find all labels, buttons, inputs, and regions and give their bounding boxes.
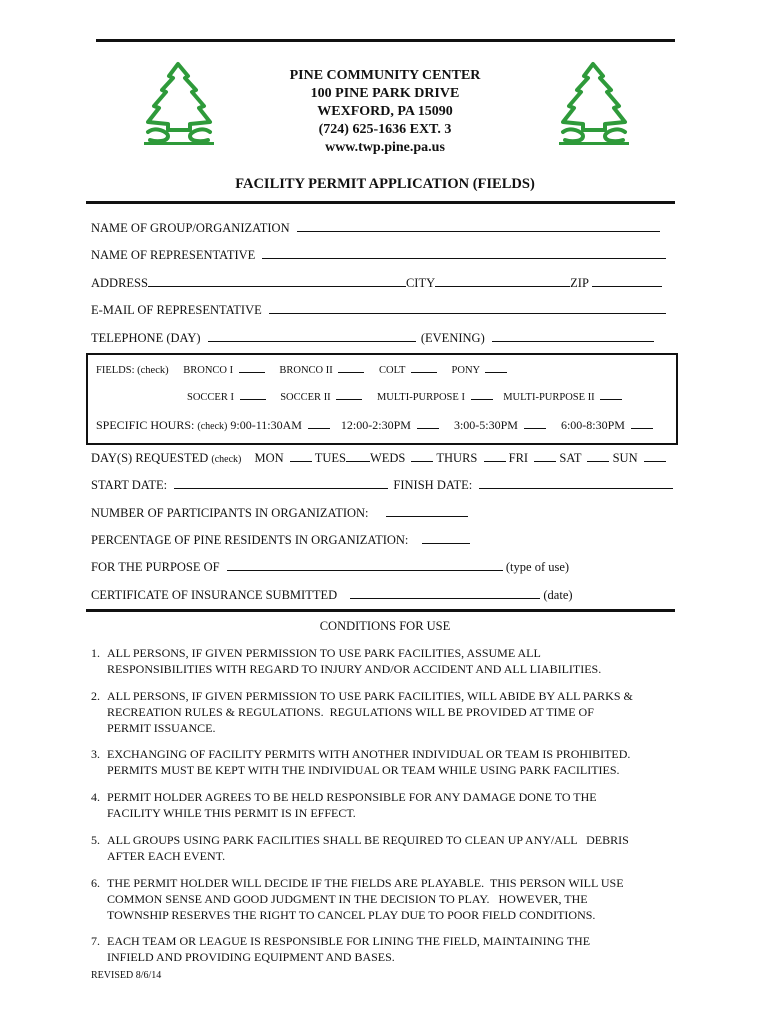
email-label: E-MAIL OF REPRESENTATIVE bbox=[91, 303, 262, 317]
day-thurs: THURS bbox=[436, 451, 478, 465]
condition-line: ALL PERSONS, IF GIVEN PERMISSION TO USE PARK FACILITIES, WILL ABIDE BY ALL PARKS & bbox=[107, 689, 633, 703]
pine-tree-logo-right bbox=[553, 60, 635, 148]
telephone-day-field[interactable] bbox=[208, 331, 416, 342]
start-date-field[interactable] bbox=[174, 478, 388, 489]
title-rule bbox=[86, 201, 675, 204]
hours-check-note: (check) bbox=[197, 421, 228, 432]
day-mon-check[interactable] bbox=[290, 451, 312, 462]
condition-item bbox=[91, 746, 671, 778]
day-weds-check[interactable] bbox=[411, 451, 433, 462]
field-option-bronco-1: BRONCO I bbox=[183, 365, 234, 376]
conditions-rule bbox=[86, 609, 675, 612]
day-tues-check[interactable] bbox=[346, 451, 370, 462]
condition-line: ALL PERSONS, IF GIVEN PERMISSION TO USE PARK FACILITIES, ASSUME ALL bbox=[107, 646, 541, 660]
condition-line: RESPONSIBILITIES WITH REGARD TO INJURY AND/OR ACCIDENT AND ALL LIABILITIES. bbox=[107, 662, 602, 676]
group-name-row bbox=[91, 221, 660, 236]
hour-3-check[interactable] bbox=[524, 418, 546, 429]
org-name: PINE COMMUNITY CENTER bbox=[289, 68, 481, 83]
email-field[interactable] bbox=[269, 303, 666, 314]
soccer-2-check[interactable] bbox=[336, 389, 362, 400]
fields-row-1 bbox=[96, 362, 507, 376]
representative-row bbox=[91, 248, 666, 263]
group-name-field[interactable] bbox=[297, 221, 660, 232]
field-option-multi-purpose-1: MULTI-PURPOSE I bbox=[376, 392, 465, 403]
zip-label: ZIP bbox=[570, 276, 589, 290]
condition-text bbox=[91, 789, 671, 821]
colt-check[interactable] bbox=[411, 362, 437, 373]
condition-item bbox=[91, 789, 671, 821]
pony-check[interactable] bbox=[485, 362, 507, 373]
residents-label: PERCENTAGE OF PINE RESIDENTS IN ORGANIZATION: bbox=[91, 533, 409, 547]
condition-number: 6. bbox=[91, 876, 100, 890]
days-check-note: (check) bbox=[211, 454, 242, 465]
address-label: ADDRESS bbox=[91, 276, 148, 290]
days-label: DAY(S) REQUESTED bbox=[91, 451, 209, 465]
dates-row bbox=[91, 478, 673, 493]
condition-number: 2. bbox=[91, 689, 100, 703]
day-sun: SUN bbox=[612, 451, 638, 465]
condition-line: THE PERMIT HOLDER WILL DECIDE IF THE FIELDS ARE PLAYABLE. THIS PERSON WILL USE bbox=[107, 876, 624, 890]
participants-field[interactable] bbox=[386, 506, 468, 517]
condition-item bbox=[91, 645, 671, 677]
soccer-1-check[interactable] bbox=[240, 389, 266, 400]
condition-text bbox=[91, 933, 671, 965]
condition-number: 3. bbox=[91, 747, 100, 761]
pine-tree-logo-left bbox=[138, 60, 220, 148]
condition-number: 7. bbox=[91, 934, 100, 948]
condition-line: COMMON SENSE AND GOOD JUDGMENT IN THE DECISION TO PLAY. HOWEVER, THE bbox=[107, 892, 588, 906]
multi-purpose-1-check[interactable] bbox=[471, 389, 493, 400]
multi-purpose-2-check[interactable] bbox=[600, 389, 622, 400]
hours-label: SPECIFIC HOURS: bbox=[96, 418, 195, 432]
city-label: CITY bbox=[405, 276, 436, 290]
condition-line: FACILITY WHILE THIS PERMIT IS IN EFFECT. bbox=[107, 806, 356, 820]
purpose-suffix: (type of use) bbox=[505, 560, 570, 574]
day-fri-check[interactable] bbox=[534, 451, 556, 462]
hour-2-check[interactable] bbox=[417, 418, 439, 429]
condition-line: TOWNSHIP RESERVES THE RIGHT TO CANCEL PLAY DUE TO POOR FIELD CONDITIONS. bbox=[107, 908, 596, 922]
condition-line: INFIELD AND PROVIDING EQUIPMENT AND BASES. bbox=[107, 950, 395, 964]
residents-field[interactable] bbox=[422, 533, 470, 544]
hour-1-check[interactable] bbox=[308, 418, 330, 429]
day-thurs-check[interactable] bbox=[484, 451, 506, 462]
condition-line: RECREATION RULES & REGULATIONS. REGULATIONS WILL BE PROVIDED AT TIME OF bbox=[107, 705, 594, 719]
condition-line: EACH TEAM OR LEAGUE IS RESPONSIBLE FOR LINING THE FIELD, MAINTAINING THE bbox=[107, 934, 591, 948]
condition-line: EXCHANGING OF FACILITY PERMITS WITH ANOTHER INDIVIDUAL OR TEAM IS PROHIBITED. bbox=[107, 747, 631, 761]
address-field[interactable] bbox=[148, 276, 406, 287]
start-date-label: START DATE: bbox=[91, 478, 168, 492]
condition-text bbox=[91, 875, 671, 923]
condition-item bbox=[91, 832, 671, 864]
field-option-soccer-1: SOCCER I bbox=[187, 392, 234, 403]
telephone-day-label: TELEPHONE (DAY) bbox=[91, 331, 201, 345]
condition-line: PERMIT ISSUANCE. bbox=[107, 721, 216, 735]
email-row bbox=[91, 303, 666, 318]
condition-line: PERMIT HOLDER AGREES TO BE HELD RESPONSIBLE FOR ANY DAMAGE DONE TO THE bbox=[107, 790, 597, 804]
city-state: WEXFORD, PA 15090 bbox=[317, 104, 453, 119]
hour-option-3: 3:00-5:30PM bbox=[453, 418, 518, 432]
telephone-row bbox=[91, 331, 654, 346]
day-sat-check[interactable] bbox=[587, 451, 609, 462]
hour-4-check[interactable] bbox=[631, 418, 653, 429]
day-weds: WEDS bbox=[369, 451, 406, 465]
insurance-label: CERTIFICATE OF INSURANCE SUBMITTED bbox=[91, 588, 338, 602]
field-option-colt: COLT bbox=[379, 365, 406, 376]
insurance-row bbox=[91, 588, 573, 603]
city-field[interactable] bbox=[435, 276, 570, 287]
group-name-label: NAME OF GROUP/ORGANIZATION bbox=[91, 221, 290, 235]
fields-row-2 bbox=[187, 389, 622, 403]
purpose-field[interactable] bbox=[227, 560, 503, 571]
address-row bbox=[91, 276, 662, 291]
representative-field[interactable] bbox=[262, 248, 666, 259]
phone: (724) 625-1636 EXT. 3 bbox=[318, 122, 452, 137]
condition-text bbox=[91, 645, 671, 677]
condition-line: ALL GROUPS USING PARK FACILITIES SHALL BE REQUIRED TO CLEAN UP ANY/ALL DEBRIS bbox=[107, 833, 629, 847]
condition-text bbox=[91, 746, 671, 778]
zip-field[interactable] bbox=[592, 276, 662, 287]
day-sat: SAT bbox=[559, 451, 582, 465]
conditions-heading: CONDITIONS FOR USE bbox=[319, 619, 451, 633]
field-option-soccer-2: SOCCER II bbox=[280, 392, 331, 403]
finish-date-field[interactable] bbox=[479, 478, 673, 489]
condition-number: 1. bbox=[91, 646, 100, 660]
day-sun-check[interactable] bbox=[644, 451, 666, 462]
representative-label: NAME OF REPRESENTATIVE bbox=[91, 248, 256, 262]
website: www.twp.pine.pa.us bbox=[325, 140, 445, 155]
field-option-multi-purpose-2: MULTI-PURPOSE II bbox=[503, 392, 595, 403]
insurance-suffix: (date) bbox=[543, 588, 573, 602]
form-title: FACILITY PERMIT APPLICATION (FIELDS) bbox=[235, 176, 535, 192]
telephone-evening-label: (EVENING) bbox=[420, 331, 485, 345]
participants-label: NUMBER OF PARTICIPANTS IN ORGANIZATION: bbox=[91, 506, 369, 520]
residents-row bbox=[91, 533, 470, 548]
day-tues: TUES bbox=[314, 451, 346, 465]
condition-text bbox=[91, 832, 671, 864]
condition-item bbox=[91, 875, 671, 923]
condition-item bbox=[91, 688, 671, 736]
condition-line: PERMITS MUST BE KEPT WITH THE INDIVIDUAL OR TEAM WHILE USING PARK FACILITIES. bbox=[107, 763, 620, 777]
bronco-1-check[interactable] bbox=[239, 362, 265, 373]
revised-date: REVISED 8/6/14 bbox=[91, 970, 162, 981]
hour-option-4: 6:00-8:30PM bbox=[560, 418, 625, 432]
day-mon: MON bbox=[254, 451, 284, 465]
hour-option-1: 9:00-11:30AM bbox=[230, 418, 302, 432]
telephone-evening-field[interactable] bbox=[492, 331, 654, 342]
participants-row bbox=[91, 506, 468, 521]
field-option-bronco-2: BRONCO II bbox=[279, 365, 333, 376]
fields-label: FIELDS: (check) bbox=[96, 365, 169, 376]
condition-number: 4. bbox=[91, 790, 100, 804]
day-fri: FRI bbox=[508, 451, 529, 465]
hour-option-2: 12:00-2:30PM bbox=[340, 418, 411, 432]
condition-item bbox=[91, 933, 671, 965]
bronco-2-check[interactable] bbox=[338, 362, 364, 373]
condition-text bbox=[91, 688, 671, 736]
condition-line: AFTER EACH EVENT. bbox=[107, 849, 226, 863]
hours-row bbox=[96, 418, 653, 433]
purpose-label: FOR THE PURPOSE OF bbox=[91, 560, 220, 574]
condition-number: 5. bbox=[91, 833, 100, 847]
field-option-pony: PONY bbox=[451, 365, 480, 376]
purpose-row bbox=[91, 560, 569, 575]
top-rule bbox=[96, 39, 675, 42]
insurance-field[interactable] bbox=[350, 588, 540, 599]
street-address: 100 PINE PARK DRIVE bbox=[310, 86, 460, 101]
days-row bbox=[91, 451, 666, 466]
finish-date-label: FINISH DATE: bbox=[393, 478, 473, 492]
